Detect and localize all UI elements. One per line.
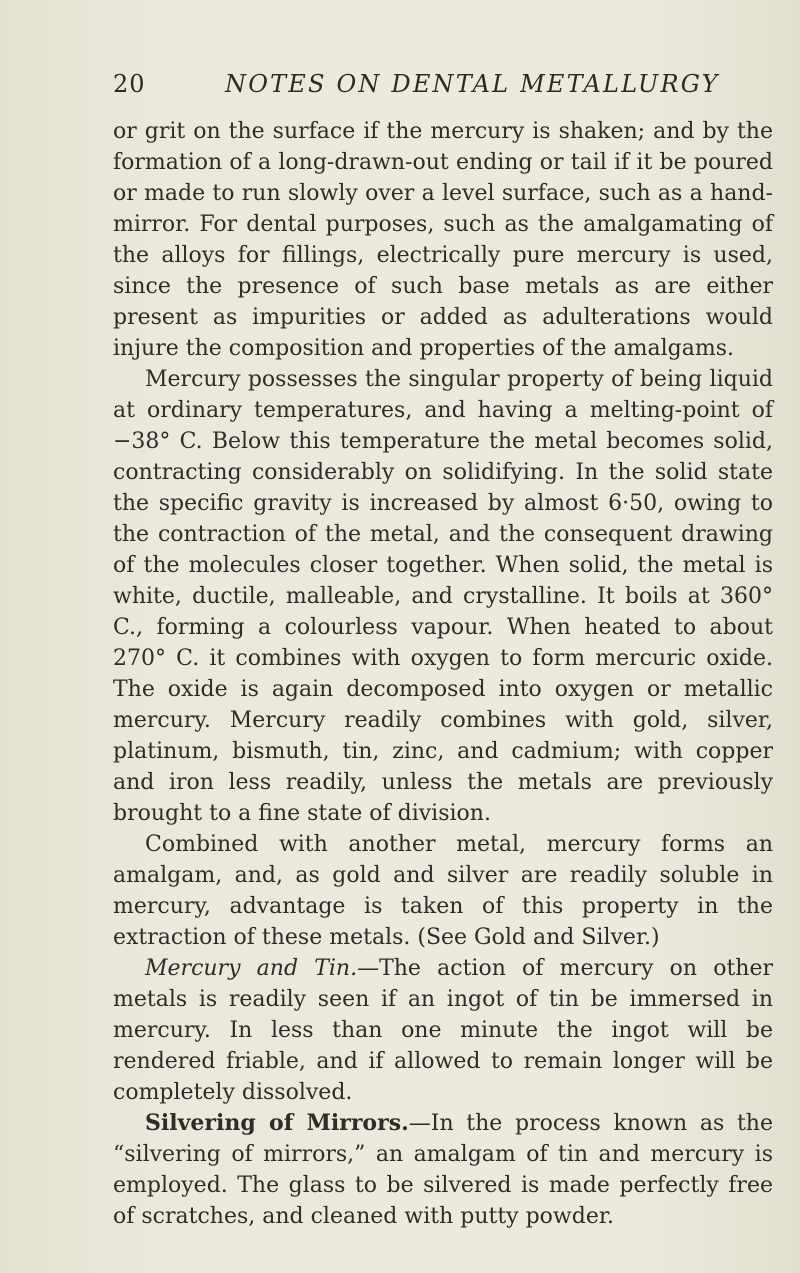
section-heading-silvering-of-mirrors: Silvering of Mirrors. bbox=[145, 1110, 409, 1136]
paragraph-3 bbox=[113, 829, 773, 953]
page-number: 20 bbox=[113, 70, 146, 98]
body-text bbox=[113, 116, 773, 1232]
paragraph-3-text: Combined with another metal, mercury forms an amalgam, and, as gold and silver are readily soluble in mercury, advantage is taken of this property in the extraction of these metals. (See Gold and Silver.) bbox=[113, 832, 773, 950]
paragraph-4 bbox=[113, 953, 773, 1108]
paragraph-1-text: or grit on the surface if the mercury is shaken; and by the formation of a long-drawn-out ending or tail if it be poured or made to run slowly over a level surface, such as a hand-mirror. For dental purposes, such as the amalgamating of the alloys for fillings, electrically pure mercury is used, since the presence of such base metals as are either present as impurities or added as adulterations would injure the composition and properties of the amalgams. bbox=[113, 119, 773, 361]
paragraph-2 bbox=[113, 364, 773, 829]
paragraph-2-text: Mercury possesses the singular property of being liquid at ordinary temperatures, and having a melting-point of −38° C. Below this temperature the metal becomes solid, contracting considerably on solidifying. In the solid state the specific gravity is increased by almost 6·50, owing to the contraction of the metal, and the consequent drawing of the molecules closer together. When solid, the metal is white, ductile, malleable, and crystalline. It boils at 360° C., forming a colourless vapour. When heated to about 270° C. it combines with oxygen to form mercuric oxide. The oxide is again decomposed into oxygen or metallic mercury. Mercury readily combines with gold, silver, platinum, bismuth, tin, zinc, and cadmium; with copper and iron less readily, unless the metals are previously brought to a fine state of division. bbox=[113, 367, 773, 826]
paragraph-4-text: —The action of mercury on other metals is readily seen if an ingot of tin be immersed in mercury. In less than one minute the ingot will be rendered friable, and if allowed to remain longer will be completely dissolved. bbox=[113, 956, 773, 1105]
paragraph-1 bbox=[113, 116, 773, 364]
paragraph-5 bbox=[113, 1108, 773, 1232]
section-heading-mercury-and-tin: Mercury and Tin. bbox=[145, 956, 358, 981]
paragraph-5-text: —In the process known as the “silvering of mirrors,” an amalgam of tin and mercury is employed. The glass to be silvered is made perfectly free of scratches, and cleaned with putty powder. bbox=[113, 1111, 773, 1229]
running-title: NOTES ON DENTAL METALLURGY bbox=[225, 70, 720, 98]
page-header bbox=[113, 70, 773, 106]
